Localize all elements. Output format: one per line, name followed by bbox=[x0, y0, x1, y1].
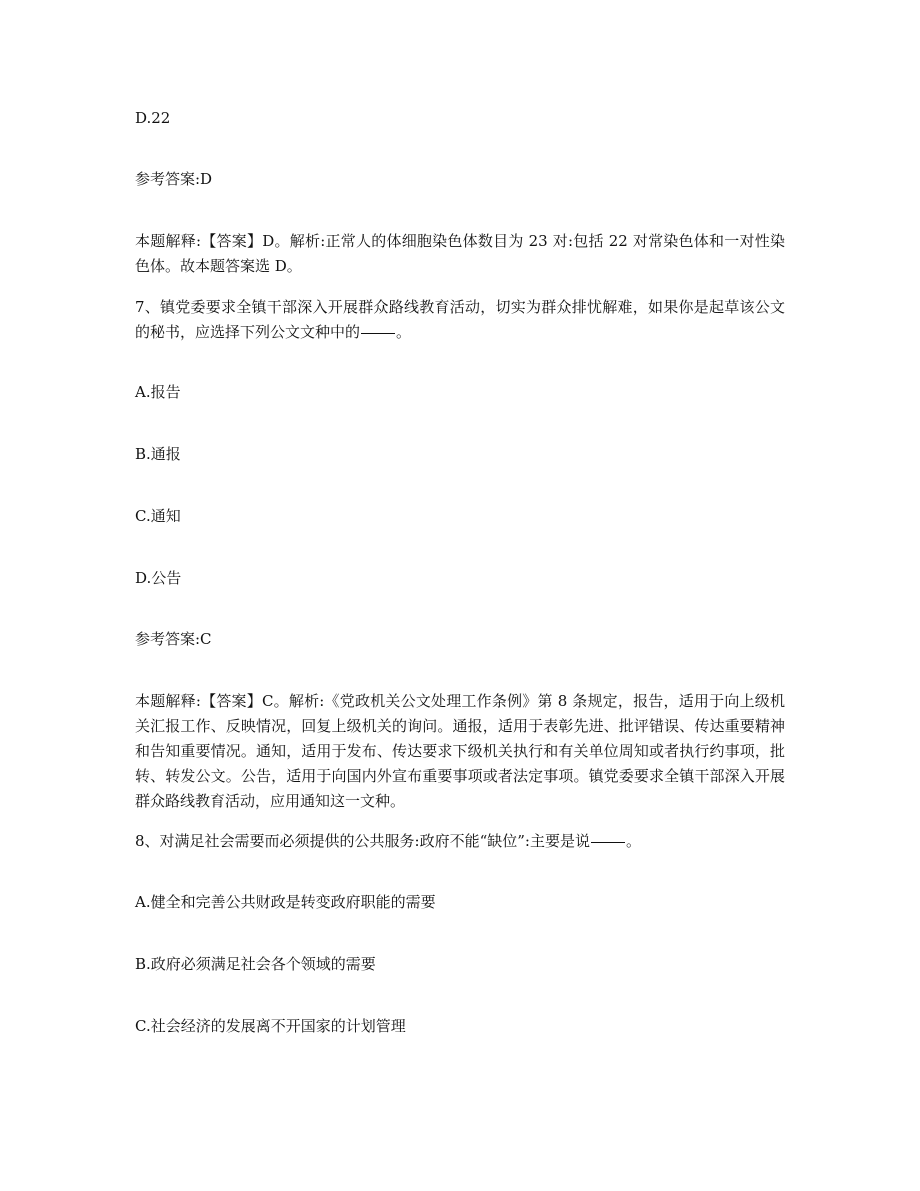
q7-answer: 参考答案:C bbox=[135, 630, 212, 648]
q7-explanation: 本题解释:【答案】C。解析:《党政机关公文处理工作条例》第 8 条规定，报告，适用于向上级机关汇报工作、反映情况，回复上级机关的询问。通报，适用于表彰先进、批评错误、传达重要精神和告知重要情况。通知，适用于发布、传达要求下级机关执行和有关单位周知或者执行约事项，批转、转发公文。公告，适用于向国内外宣布重要事项或者法定事项。镇党委要求全镇干部深入开展群众路线教育活动，应用通知这一文种。 bbox=[135, 692, 785, 810]
q7-option-c: C.通知 bbox=[135, 507, 181, 525]
q6-answer: 参考答案:D bbox=[135, 170, 213, 188]
q8-stem bbox=[135, 829, 785, 854]
q7-stem-text: 7、镇党委要求全镇干部深入开展群众路线教育活动，切实为群众排忧解难，如果你是起草该公文的秘书，应选择下列公文文种中的 bbox=[135, 298, 785, 341]
q8-stem-end: 。 bbox=[626, 832, 642, 850]
answer-blank bbox=[361, 332, 395, 334]
q7-stem-end: 。 bbox=[396, 323, 412, 341]
q7-option-b: B.通报 bbox=[135, 445, 181, 463]
q8-option-a: A.健全和完善公共财政是转变政府职能的需要 bbox=[135, 893, 436, 911]
q6-option-d: D.22 bbox=[135, 109, 171, 127]
q8-option-c: C.社会经济的发展离不开国家的计划管理 bbox=[135, 1017, 406, 1035]
q6-explanation: 本题解释:【答案】D。解析:正常人的体细胞染色体数目为 23 对:包括 22 对常染色体和一对性染色体。故本题答案选 D。 bbox=[135, 232, 785, 275]
q8-stem-text: 8、对满足社会需要而必须提供的公共服务:政府不能“缺位”:主要是说 bbox=[135, 832, 590, 850]
q7-option-d: D.公告 bbox=[135, 569, 182, 587]
q7-stem bbox=[135, 295, 785, 345]
q8-option-b: B.政府必须满足社会各个领域的需要 bbox=[135, 955, 376, 973]
answer-blank bbox=[591, 841, 625, 843]
q7-option-a: A.报告 bbox=[135, 383, 181, 401]
